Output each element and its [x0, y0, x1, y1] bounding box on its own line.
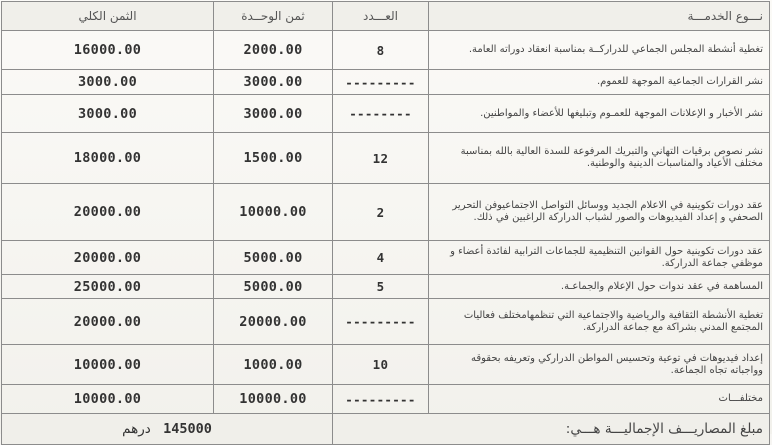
service-description: المساهمة في عقد ندوات حول الإعلام والجماعـة. [429, 275, 770, 299]
header-row [2, 2, 770, 31]
service-description: نشر نصوص برقيات التهاني والتبريك المرفوعة للسدة العالية بالله بمناسبة مختلف الأعياد والمناسبات الدينية والوطنية. [429, 133, 770, 184]
total-price-cell: 20000.00 [2, 241, 214, 275]
quantity-cell: -------- [333, 95, 429, 133]
services-cost-table [1, 1, 770, 445]
total-price-cell: 25000.00 [2, 275, 214, 299]
quantity-cell: --------- [333, 299, 429, 345]
unit-price-cell: 5000.00 [214, 241, 333, 275]
total-label: مبلغ المصاريـــف الإجماليـــة هـــي: [333, 414, 770, 445]
unit-price-cell: 3000.00 [214, 95, 333, 133]
service-description: عقد دورات تكوينية حول القوانين التنظيمية للجماعات الترابية لفائدة أعضاء و موظفي جماعة الدراركة. [429, 241, 770, 275]
table-row [2, 275, 770, 299]
quantity-cell: 12 [333, 133, 429, 184]
total-amount: 145000 [163, 421, 212, 437]
header-quantity: العـــدد [333, 2, 429, 31]
table-row [2, 31, 770, 70]
header-service-type: نـــوع الخدمـــة [429, 2, 770, 31]
quantity-cell: 8 [333, 31, 429, 70]
quantity-cell: 4 [333, 241, 429, 275]
total-row [2, 414, 770, 445]
table-row [2, 241, 770, 275]
table-row [2, 385, 770, 414]
unit-price-cell: 1000.00 [214, 345, 333, 385]
total-price-cell: 18000.00 [2, 133, 214, 184]
table-row [2, 345, 770, 385]
quantity-cell: 5 [333, 275, 429, 299]
service-description: عقد دورات تكوينية في الاعلام الجديد ووسائل التواصل الاجتماعيوفن التحرير الصحفي و إعداد الفيديوهات والصور لشباب الدراركة الراغبين في ذلك. [429, 184, 770, 241]
unit-price-cell: 20000.00 [214, 299, 333, 345]
table-row [2, 299, 770, 345]
service-description: إعداد فيديوهات في توعية وتحسيس المواطن الدراركي وتعريفه بحقوقه وواجباته تجاه الجماعة. [429, 345, 770, 385]
unit-price-cell: 2000.00 [214, 31, 333, 70]
table-row [2, 133, 770, 184]
total-currency: درهم [122, 421, 151, 437]
total-value [2, 414, 333, 445]
unit-price-cell: 3000.00 [214, 70, 333, 95]
service-description: تغطية الأنشطة الثقافية والرياضية والاجتماعية التي تنظمهامختلف فعاليات المجتمع المدني بشراكة مع جماعة الدراركة. [429, 299, 770, 345]
quantity-cell: 10 [333, 345, 429, 385]
total-price-cell: 3000.00 [2, 70, 214, 95]
table-row [2, 70, 770, 95]
total-price-cell: 20000.00 [2, 184, 214, 241]
header-unit-price: ثمن الوحــدة [214, 2, 333, 31]
quantity-cell: --------- [333, 385, 429, 414]
total-price-cell: 10000.00 [2, 345, 214, 385]
total-price-cell: 20000.00 [2, 299, 214, 345]
service-description: نشر الأخبار و الإعلانات الموجهة للعمـوم وتبليغها للأعضاء والمواطنين. [429, 95, 770, 133]
total-price-cell: 3000.00 [2, 95, 214, 133]
quantity-cell: 2 [333, 184, 429, 241]
quantity-cell: --------- [333, 70, 429, 95]
table-row [2, 95, 770, 133]
table-row [2, 184, 770, 241]
service-description: مختلفـــات [429, 385, 770, 414]
total-price-cell: 10000.00 [2, 385, 214, 414]
service-description: تغطية أنشطة المجلس الجماعي للدراركــة بمناسبة انعقاد دوراته العامة. [429, 31, 770, 70]
unit-price-cell: 5000.00 [214, 275, 333, 299]
total-price-cell: 16000.00 [2, 31, 214, 70]
service-description: نشر القرارات الجماعية الموجهة للعموم. [429, 70, 770, 95]
unit-price-cell: 10000.00 [214, 385, 333, 414]
unit-price-cell: 1500.00 [214, 133, 333, 184]
header-total-price: الثمن الكلي [2, 2, 214, 31]
unit-price-cell: 10000.00 [214, 184, 333, 241]
